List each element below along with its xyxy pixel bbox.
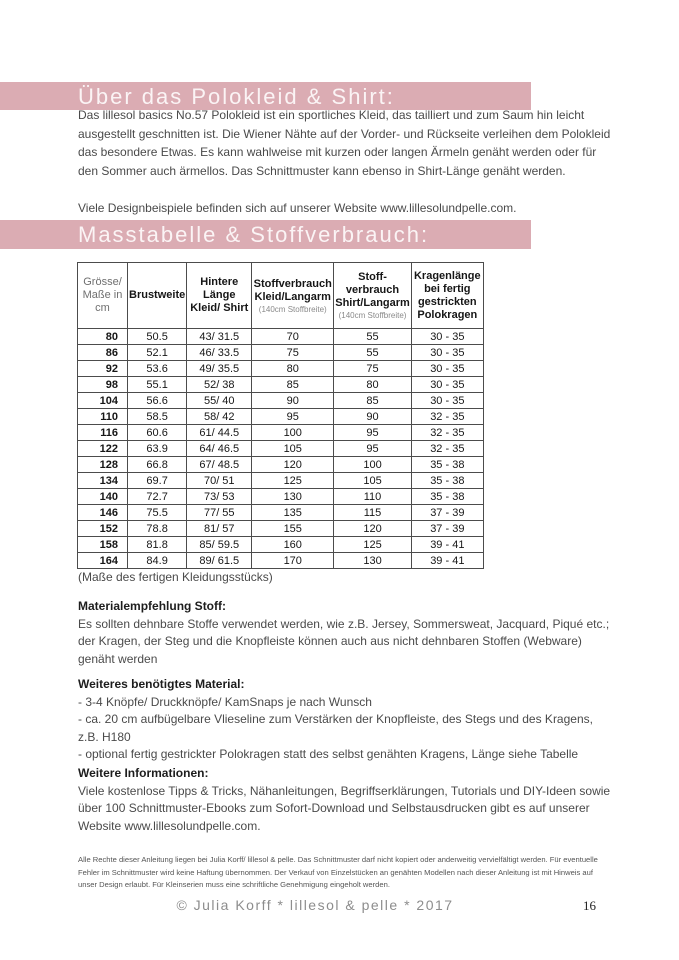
table-cell: 120: [252, 457, 334, 473]
table-cell: 125: [252, 473, 334, 489]
material-item: - 3-4 Knöpfe/ Druckknöpfe/ KamSnaps je nach Wunsch: [78, 694, 372, 709]
table-cell: 43/ 31.5: [187, 329, 252, 345]
table-cell: 90: [334, 409, 412, 425]
table-row: [78, 489, 484, 505]
table-cell: 58/ 42: [187, 409, 252, 425]
size-cell: 164: [78, 553, 128, 569]
table-cell: 80: [334, 377, 412, 393]
table-cell: 95: [252, 409, 334, 425]
table-cell: 89/ 61.5: [187, 553, 252, 569]
section-title-about: Über das Polokleid & Shirt:: [78, 84, 395, 109]
table-cell: 64/ 46.5: [187, 441, 252, 457]
table-cell: 80: [252, 361, 334, 377]
size-cell: 92: [78, 361, 128, 377]
table-cell: 95: [334, 441, 412, 457]
table-row: [78, 345, 484, 361]
table-cell: 110: [334, 489, 412, 505]
section-additional-material: [78, 676, 615, 764]
table-cell: 160: [252, 537, 334, 553]
table-cell: 30 - 35: [411, 329, 483, 345]
table-cell: 69.7: [128, 473, 187, 489]
table-cell: 60.6: [128, 425, 187, 441]
size-cell: 140: [78, 489, 128, 505]
table-cell: 81.8: [128, 537, 187, 553]
table-cell: 155: [252, 521, 334, 537]
table-cell: 53.6: [128, 361, 187, 377]
size-table-body: [78, 329, 484, 569]
table-cell: 49/ 35.5: [187, 361, 252, 377]
additional-material-list: [78, 694, 615, 764]
table-cell: 30 - 35: [411, 393, 483, 409]
table-cell: 78.8: [128, 521, 187, 537]
table-cell: 75.5: [128, 505, 187, 521]
table-cell: 39 - 41: [411, 553, 483, 569]
table-row: [78, 537, 484, 553]
size-cell: 110: [78, 409, 128, 425]
section-more-information: [78, 765, 615, 835]
column-header: Hintere Länge Kleid/ Shirt: [187, 263, 252, 329]
column-header: Stoffverbrauch Kleid/Langarm (140cm Stoffbreite): [252, 263, 334, 329]
column-header: Grösse/ Maße in cm: [78, 263, 128, 329]
size-cell: 152: [78, 521, 128, 537]
table-cell: 130: [334, 553, 412, 569]
table-row: [78, 473, 484, 489]
size-cell: 122: [78, 441, 128, 457]
table-cell: 75: [334, 361, 412, 377]
table-cell: 46/ 33.5: [187, 345, 252, 361]
table-cell: 105: [334, 473, 412, 489]
page-number: 16: [583, 898, 596, 913]
column-header: Kragenlänge bei fertig gestrickten Polokragen: [411, 263, 483, 329]
table-row: [78, 393, 484, 409]
table-cell: 170: [252, 553, 334, 569]
table-cell: 75: [252, 345, 334, 361]
material-item: - ca. 20 cm aufbügelbare Vlieseline zum Verstärken der Knopfleiste, des Stegs und des Kragens, z.B. H180: [78, 712, 593, 744]
section-body: Es sollten dehnbare Stoffe verwendet werden, wie z.B. Jersey, Sommersweat, Jacquard, Piqué etc.; der Kragen, der Steg und die Knopfleiste können auch aus nicht dehnbaren Stoffen (Webware) genäht werden: [78, 616, 610, 666]
table-cell: 120: [334, 521, 412, 537]
table-cell: 73/ 53: [187, 489, 252, 505]
section-heading: Weitere Informationen:: [78, 766, 209, 780]
table-cell: 52/ 38: [187, 377, 252, 393]
table-cell: 55.1: [128, 377, 187, 393]
table-cell: 39 - 41: [411, 537, 483, 553]
table-cell: 35 - 38: [411, 489, 483, 505]
table-cell: 100: [334, 457, 412, 473]
table-cell: 135: [252, 505, 334, 521]
table-cell: 70/ 51: [187, 473, 252, 489]
table-cell: 56.6: [128, 393, 187, 409]
table-cell: 55/ 40: [187, 393, 252, 409]
table-row: [78, 457, 484, 473]
table-cell: 125: [334, 537, 412, 553]
size-cell: 128: [78, 457, 128, 473]
table-cell: 66.8: [128, 457, 187, 473]
section-material-recommendation: [78, 598, 615, 668]
table-row: [78, 521, 484, 537]
table-cell: 30 - 35: [411, 361, 483, 377]
material-item: - optional fertig gestrickter Polokragen statt des selbst genähten Kragens, Länge siehe Tabelle: [78, 747, 579, 761]
size-cell: 80: [78, 329, 128, 345]
table-cell: 55: [334, 329, 412, 345]
column-header: Brustweite: [128, 263, 187, 329]
table-cell: 85: [334, 393, 412, 409]
footer-copyright: © Julia Korff * lillesol & pelle * 2017: [176, 897, 454, 913]
table-caption: (Maße des fertigen Kleidungsstücks): [78, 570, 273, 584]
table-cell: 30 - 35: [411, 377, 483, 393]
table-cell: 50.5: [128, 329, 187, 345]
table-cell: 100: [252, 425, 334, 441]
table-cell: 35 - 38: [411, 457, 483, 473]
size-cell: 86: [78, 345, 128, 361]
table-row: [78, 377, 484, 393]
size-cell: 158: [78, 537, 128, 553]
table-cell: 30 - 35: [411, 345, 483, 361]
table-row: [78, 361, 484, 377]
section-heading: Weiteres benötigtes Material:: [78, 677, 245, 691]
table-cell: 84.9: [128, 553, 187, 569]
table-cell: 95: [334, 425, 412, 441]
size-cell: 116: [78, 425, 128, 441]
table-cell: 105: [252, 441, 334, 457]
table-cell: 61/ 44.5: [187, 425, 252, 441]
table-cell: 37 - 39: [411, 521, 483, 537]
about-text-block: [78, 106, 615, 217]
section-band-table: [0, 220, 531, 249]
size-cell: 98: [78, 377, 128, 393]
table-row: [78, 505, 484, 521]
table-cell: 37 - 39: [411, 505, 483, 521]
size-table-header-row: [78, 263, 484, 329]
table-cell: 63.9: [128, 441, 187, 457]
website-note: Viele Designbeispiele befinden sich auf unserer Website www.lillesolundpelle.com.: [78, 200, 517, 215]
section-heading: Materialempfehlung Stoff:: [78, 599, 227, 613]
section-title-table: Masstabelle & Stoffverbrauch:: [78, 222, 430, 247]
table-cell: 72.7: [128, 489, 187, 505]
table-cell: 55: [334, 345, 412, 361]
column-header: Stoffverbrauch Shirt/Langarm (140cm Stoffbreite): [334, 263, 412, 329]
table-cell: 35 - 38: [411, 473, 483, 489]
table-cell: 81/ 57: [187, 521, 252, 537]
table-row: [78, 329, 484, 345]
table-row: [78, 441, 484, 457]
table-cell: 52.1: [128, 345, 187, 361]
table-cell: 90: [252, 393, 334, 409]
table-cell: 85/ 59.5: [187, 537, 252, 553]
table-row: [78, 425, 484, 441]
about-paragraph: Das lillesol basics No.57 Polokleid ist ein sportliches Kleid, das tailliert und zum Saum hin leicht ausgestellt geschnitten ist. Die Wiener Nähte auf der Vorder- und Rückseite verleihen dem Polokleid das besondere Etwas. Es kann wahlweise mit kurzen oder langen Ärmeln genäht werden oder für den Sommer auch ärmellos. Das Schnittmuster kann ebenso in Shirt-Länge genäht werden.: [78, 108, 611, 178]
size-cell: 146: [78, 505, 128, 521]
table-cell: 67/ 48.5: [187, 457, 252, 473]
size-cell: 134: [78, 473, 128, 489]
table-cell: 58.5: [128, 409, 187, 425]
section-body: Viele kostenlose Tipps & Tricks, Nähanleitungen, Begriffserklärungen, Tutorials und DIY-Ideen sowie über 100 Schnittmuster-Ebooks zum Sofort-Download und Selbstausdrucken gibt es auf unserer Website www.lillesolundpelle.com.: [78, 783, 611, 833]
size-cell: 104: [78, 393, 128, 409]
size-table: [77, 262, 484, 569]
table-row: [78, 553, 484, 569]
table-cell: 70: [252, 329, 334, 345]
table-cell: 115: [334, 505, 412, 521]
table-cell: 32 - 35: [411, 425, 483, 441]
table-cell: 85: [252, 377, 334, 393]
table-row: [78, 409, 484, 425]
legal-fine-print: Alle Rechte dieser Anleitung liegen bei Julia Korff/ lillesol & pelle. Das Schnittmuster darf nicht kopiert oder anderweitig vervielfältigt werden. Für eventuelle Fehler im Schnittmuster wird keine Haftung übernommen. Der Verkauf von Einzelstücken an genähten Modellen nach dieser Anleitung ist mit Hinweis auf unser Design erlaubt. Für Kleinserien muss eine schriftliche Genehmigung eingeholt werden.: [78, 855, 598, 889]
table-cell: 32 - 35: [411, 409, 483, 425]
table-cell: 32 - 35: [411, 441, 483, 457]
table-cell: 130: [252, 489, 334, 505]
table-cell: 77/ 55: [187, 505, 252, 521]
